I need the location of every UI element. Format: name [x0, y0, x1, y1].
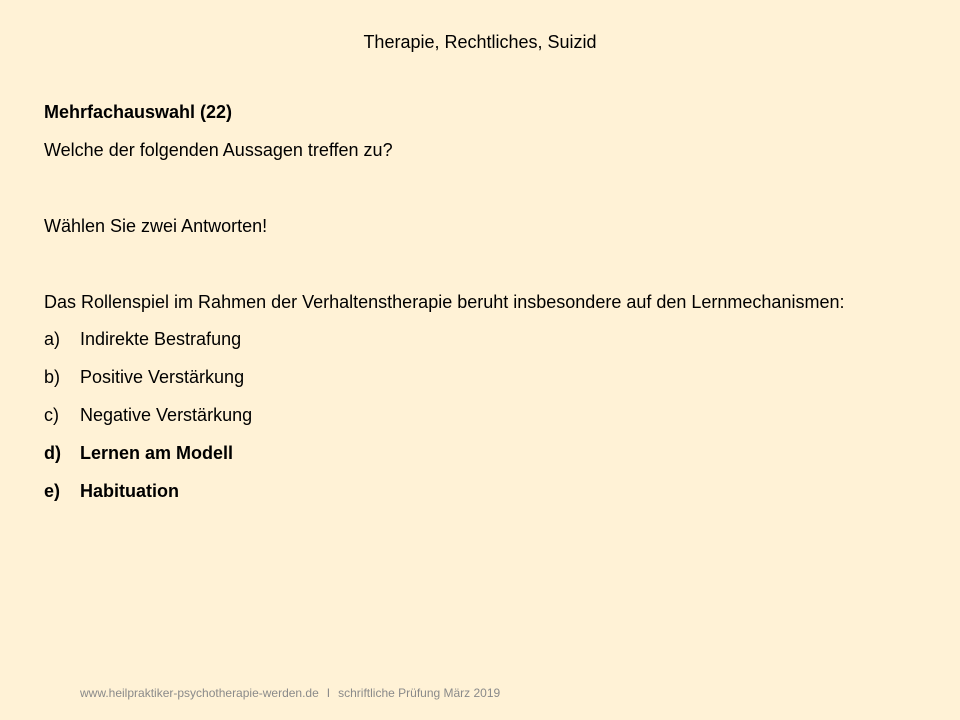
footer-website: www.heilpraktiker-psychotherapie-werden.de: [80, 686, 319, 700]
footer-separator: I: [326, 686, 331, 700]
option-letter: d): [44, 443, 61, 463]
answer-option-a: [44, 329, 924, 349]
question-heading: Mehrfachauswahl (22): [44, 102, 233, 122]
answer-option-e: [44, 481, 924, 501]
answer-option-b: [44, 367, 924, 387]
slide-footer: [80, 686, 500, 700]
option-letter: b): [44, 367, 61, 387]
option-letter: e): [44, 481, 61, 501]
slide-content: [44, 102, 924, 519]
option-text: Indirekte Bestrafung: [80, 329, 242, 349]
answer-options: [44, 329, 924, 501]
slide-title: Therapie, Rechtliches, Suizid: [363, 32, 597, 52]
option-text: Negative Verstärkung: [80, 405, 253, 425]
option-letter: a): [44, 329, 61, 349]
answer-instruction: Wählen Sie zwei Antworten!: [44, 216, 268, 236]
footer-exam-label: schriftliche Prüfung März 2019: [338, 686, 501, 700]
option-text: Lernen am Modell: [80, 443, 234, 463]
option-text: Habituation: [80, 481, 179, 501]
question-text: Welche der folgenden Aussagen treffen zu?: [44, 140, 393, 160]
answer-option-d: [44, 443, 924, 463]
answer-option-c: [44, 405, 924, 425]
option-letter: c): [44, 405, 59, 425]
option-text: Positive Verstärkung: [80, 367, 245, 387]
question-stem: Das Rollenspiel im Rahmen der Verhaltenstherapie beruht insbesondere auf den Lernmechanismen:: [44, 292, 845, 312]
